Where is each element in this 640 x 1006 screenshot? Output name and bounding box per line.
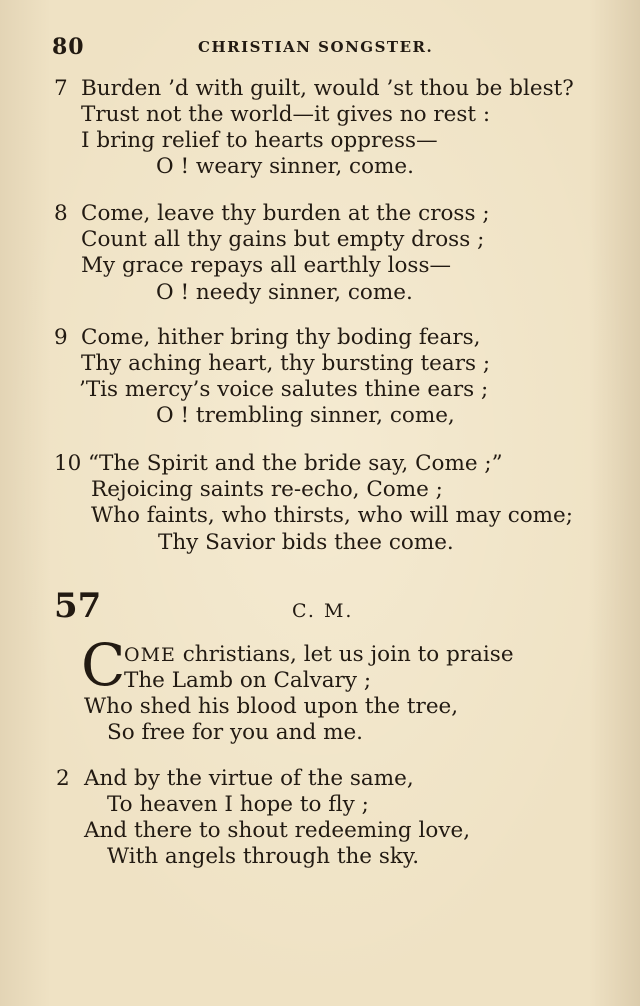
hymn-meter: C. M. [292,600,354,622]
verse-line: Burden ’d with guilt, would ’st thou be blest? [81,76,574,101]
verse-line: Rejoicing saints re-echo, Come ; [91,477,443,502]
verse-line: With angels through the sky. [107,844,420,869]
verse-line: And there to shout redeeming love, [84,818,471,843]
verse-line: O ! needy sinner, come. [156,280,413,305]
verse-line: Count all thy gains but empty dross ; [81,227,485,252]
verse-line: My grace repays all earthly loss— [81,253,452,278]
verse-line: O ! weary sinner, come. [156,154,414,179]
verse-number: 8 [54,201,68,226]
verse-number: 9 [54,325,68,350]
verse-line: I bring relief to hearts oppress— [81,128,438,153]
first-word-smallcaps: OME [124,644,176,666]
verse-line: The Lamb on Calvary ; [124,668,372,693]
page-header [0,34,640,60]
verse-number: 2 [56,766,70,791]
verse-line: Who faints, who thirsts, who will may come; [91,503,574,528]
verse-line: Come, leave thy burden at the cross ; [81,201,490,226]
verse-line: O ! trembling sinner, come, [156,403,455,428]
verse-line: “The Spirit and the bride say, Come ;” [88,451,503,476]
verse-line: Thy Savior bids thee come. [158,530,454,555]
verse-line: Come, hither bring thy boding fears, [81,325,481,350]
drop-cap: C [81,631,126,699]
verse-line: Thy aching heart, thy bursting tears ; [81,351,491,376]
verse-line: ’Tis mercy’s voice salutes thine ears ; [79,377,489,402]
verse-line: Trust not the world—it gives no rest : [81,102,491,127]
running-head: CHRISTIAN SONGSTER. [198,38,434,56]
verse-line: So free for you and me. [107,720,364,745]
verse-number: 10 [54,451,82,476]
page-number: 80 [52,34,85,60]
verse-line: To heaven I hope to fly ; [107,792,369,817]
verse-line: And by the virtue of the same, [84,766,414,791]
verse-line: Who shed his blood upon the tree, [84,694,459,719]
hymn-number: 57 [54,586,102,626]
first-line-rest: christians, let us join to praise [175,642,514,667]
verse-line-first [124,642,514,668]
verse-number: 7 [54,76,68,101]
